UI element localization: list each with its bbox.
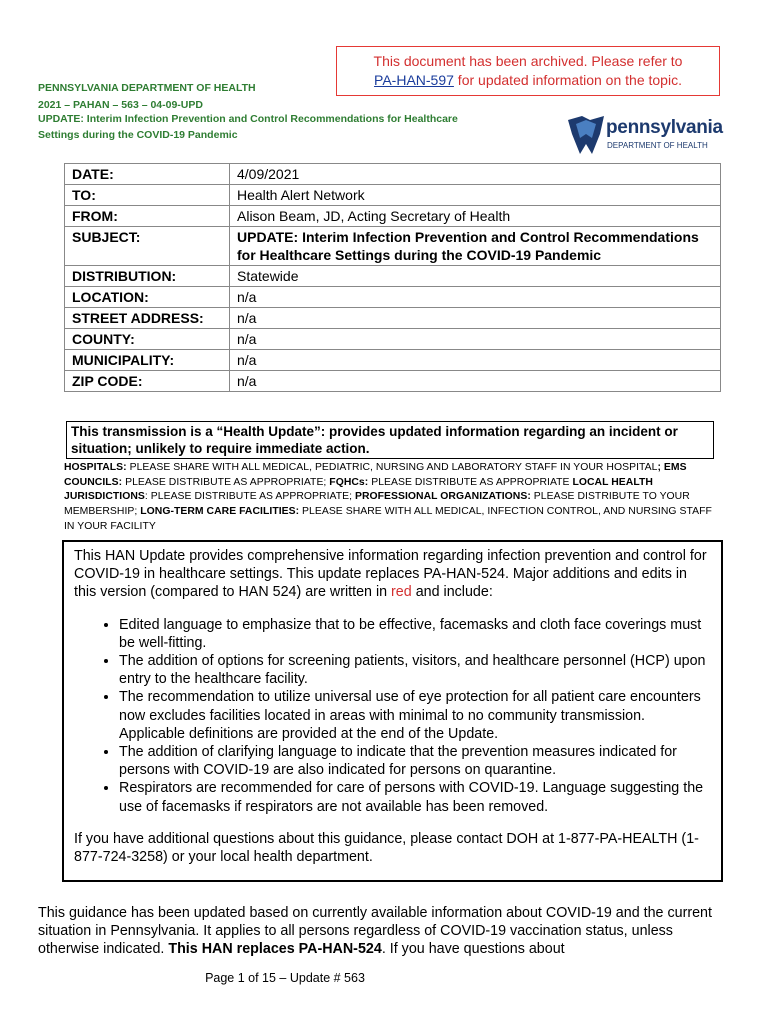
- info-row: [65, 287, 721, 308]
- info-row: [65, 350, 721, 371]
- summary-intro-after: and include:: [411, 584, 493, 601]
- info-value: Statewide: [230, 266, 721, 287]
- page-footer: Page 1 of 15 – Update # 563: [205, 971, 365, 985]
- info-row: [65, 371, 721, 392]
- closing-after: . If you have questions about: [381, 941, 565, 958]
- dist-ltc-label: LONG-TERM CARE FACILITIES:: [140, 506, 300, 518]
- info-key: DATE:: [65, 164, 230, 185]
- dist-hospitals-text: PLEASE SHARE WITH ALL MEDICAL, PEDIATRIC, NURSING AND LABORATORY STAFF IN YOUR HOSPITAL: [126, 462, 658, 473]
- info-value: n/a: [230, 329, 721, 350]
- info-value: n/a: [230, 371, 721, 392]
- info-key: SUBJECT:: [65, 227, 230, 266]
- dist-hospitals-label: HOSPITALS:: [64, 462, 127, 473]
- summary-bullet: • The recommendation to utilize universal use of eye protection for all patient care encounters now excludes facilities located in areas with minimal to no community transmission. Applicable definitions are provided at the end of the Update.: [119, 688, 711, 743]
- info-key: STREET ADDRESS:: [65, 308, 230, 329]
- dist-fqhc-text: PLEASE DISTRIBUTE AS APPROPRIATE: [368, 476, 573, 488]
- dist-prof-text: PLEASE DISTRIBUTE TO YOUR MEMBERSHIP;: [64, 491, 690, 518]
- closing-text: This guidance has been updated based on currently available information about COVID-19 and the current situation in Pennsylvania. It applies to all persons regardless of COVID-19 vaccination status, unless otherwise indicated.: [38, 905, 712, 958]
- info-key: TO:: [65, 185, 230, 206]
- dist-lhj-label: LOCAL HEALTH JURISDICTIONS: [64, 476, 653, 503]
- info-value: n/a: [230, 350, 721, 371]
- info-row: [65, 266, 721, 287]
- dist-prof-label: PROFESSIONAL ORGANIZATIONS:: [354, 491, 531, 503]
- info-value: n/a: [230, 308, 721, 329]
- summary-intro-text: This HAN Update provides comprehensive information regarding infection prevention and control for COVID-19 in healthcare settings. This update replaces PA-HAN-524. Major additions and edits in this version (compared to HAN 524) are written in: [74, 548, 707, 601]
- han-code: 2021 – PAHAN – 563 – 04-09-UPD: [38, 99, 203, 111]
- info-key: LOCATION:: [65, 287, 230, 308]
- info-key: MUNICIPALITY:: [65, 350, 230, 371]
- info-row: [65, 185, 721, 206]
- info-value: Health Alert Network: [230, 185, 721, 206]
- summary-contact: If you have additional questions about this guidance, please contact DOH at 1-877-PA-HEALTH (1-877-724-3258) or your local health department.: [74, 830, 699, 866]
- pennsylvania-keystone-icon: [566, 114, 606, 156]
- archive-link[interactable]: PA-HAN-597: [374, 72, 454, 88]
- dist-fqhc-label: FQHCs:: [329, 476, 369, 488]
- update-title-line2: Settings during the COVID-19 Pandemic: [38, 129, 238, 141]
- dist-lhj-text: : PLEASE DISTRIBUTE AS APPROPRIATE;: [144, 491, 355, 503]
- info-value: Alison Beam, JD, Acting Secretary of Health: [230, 206, 721, 227]
- closing-paragraph: [38, 904, 738, 959]
- info-row: [65, 164, 721, 185]
- closing-bold: This HAN replaces PA-HAN-524: [168, 941, 382, 958]
- summary-bullet: • Edited language to emphasize that to be effective, facemasks and cloth face coverings must be well-fitting.: [119, 616, 711, 652]
- info-key: COUNTY:: [65, 329, 230, 350]
- dist-ems-text: PLEASE DISTRIBUTE AS APPROPRIATE;: [122, 476, 330, 488]
- info-row: [65, 308, 721, 329]
- distribution-instructions: [64, 461, 724, 535]
- summary-bullet: • The addition of options for screening patients, visitors, and healthcare personnel (HCP) upon entry to the healthcare facility.: [119, 652, 711, 688]
- summary-box: [62, 540, 723, 882]
- dist-ems-label: ; EMS COUNCILS:: [64, 462, 687, 488]
- archive-text-after: for updated information on the topic.: [453, 72, 682, 88]
- dist-ltc-text: PLEASE SHARE WITH ALL MEDICAL, INFECTION CONTROL, AND NURSING STAFF IN YOUR FACILITY: [64, 506, 712, 532]
- department-name: PENNSYLVANIA DEPARTMENT OF HEALTH: [38, 82, 256, 94]
- han-info-table: [64, 163, 721, 392]
- info-key: FROM:: [65, 206, 230, 227]
- logo-wordmark: pennsylvania: [606, 117, 723, 138]
- summary-intro-red: red: [391, 584, 412, 601]
- summary-bullet-list: [74, 616, 711, 816]
- info-key: ZIP CODE:: [65, 371, 230, 392]
- archive-notice: [336, 46, 720, 96]
- update-title-line1: UPDATE: Interim Infection Prevention and Control Recommendations for Healthcare: [38, 113, 458, 125]
- info-row: [65, 329, 721, 350]
- info-row: [65, 206, 721, 227]
- summary-intro: [74, 547, 711, 602]
- info-value: 4/09/2021: [230, 164, 721, 185]
- archive-text: This document has been archived. Please refer to: [373, 53, 683, 69]
- summary-bullet: • The addition of clarifying language to indicate that the prevention measures indicated for persons with COVID-19 are also indicated for persons on quarantine.: [119, 743, 711, 779]
- info-row: [65, 227, 721, 266]
- logo-subtitle: DEPARTMENT OF HEALTH: [607, 141, 708, 150]
- health-update-box: This transmission is a “Health Update”: provides updated information regarding an incident or situation; unlikely to require immediate action.: [66, 421, 714, 459]
- info-value: n/a: [230, 287, 721, 308]
- summary-bullet: • Respirators are recommended for care of persons with COVID-19. Language suggesting the use of facemasks if respirators are not available has been removed.: [119, 779, 711, 815]
- info-key: DISTRIBUTION:: [65, 266, 230, 287]
- info-value: UPDATE: Interim Infection Prevention and Control Recommendations for Healthcare Settings during the COVID-19 Pandemic: [230, 227, 721, 266]
